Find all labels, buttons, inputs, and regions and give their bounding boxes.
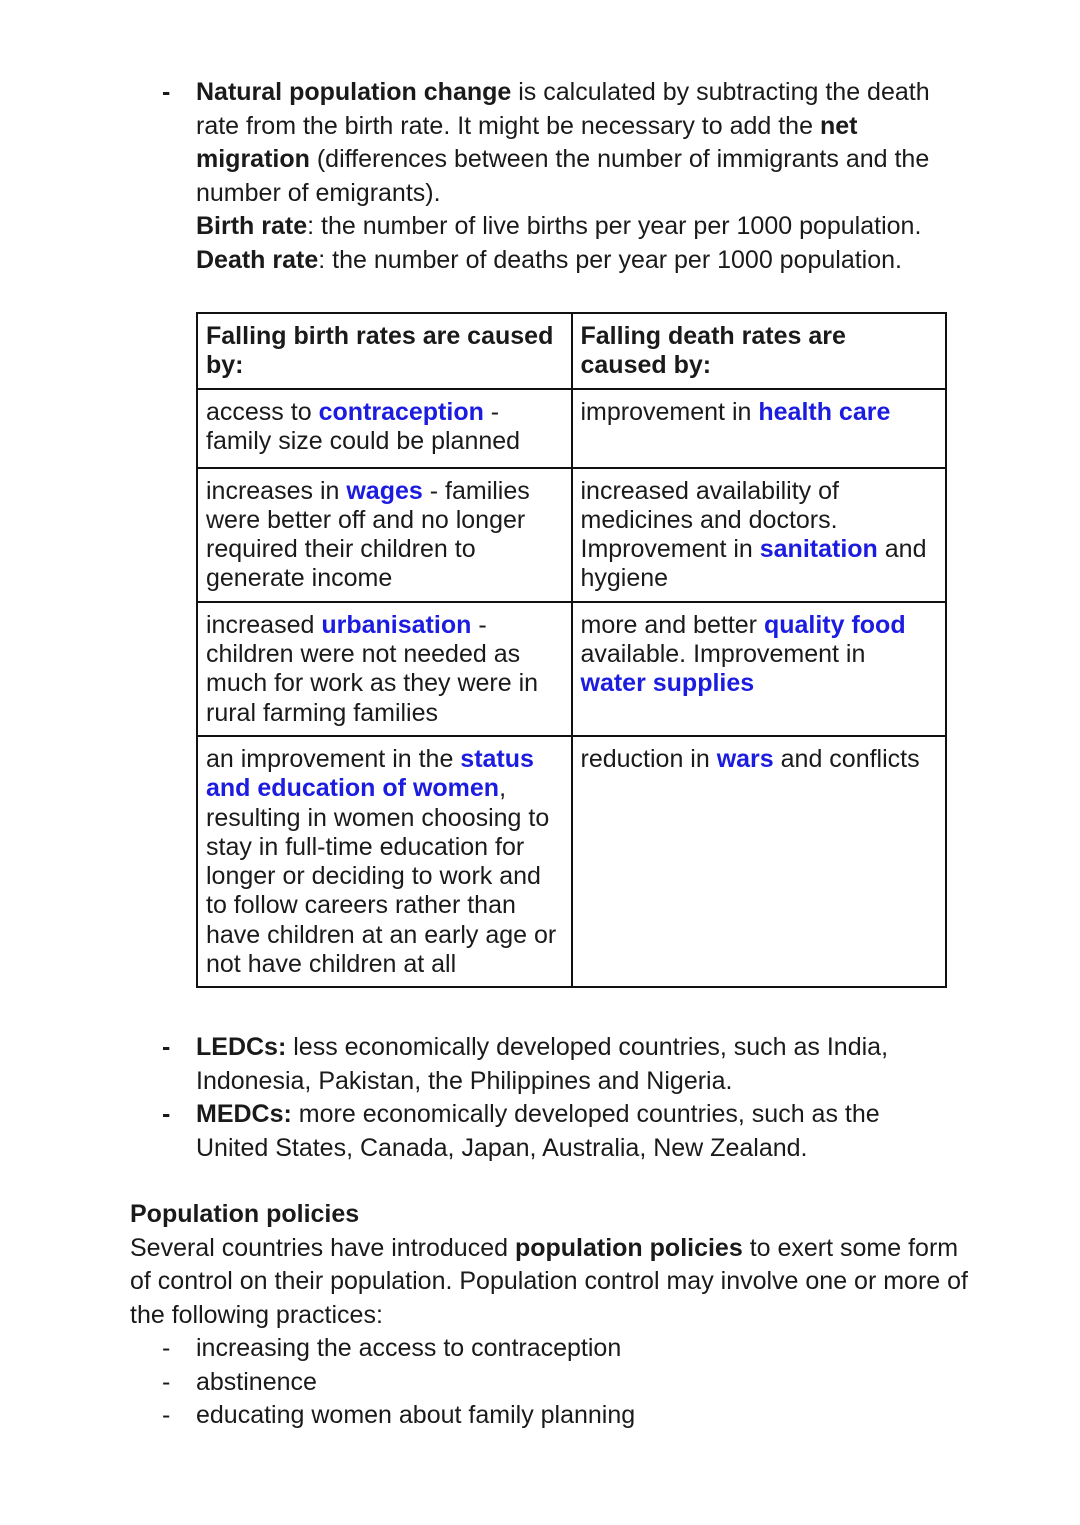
text-segment: an improvement in the — [206, 744, 461, 773]
text-segment: improvement in — [580, 397, 759, 426]
bold-term: Death rate — [196, 245, 319, 274]
text-segment: increased availability of medicines and doctors. Improvement in — [580, 476, 839, 564]
list-item — [162, 1366, 970, 1400]
table-cell — [197, 468, 572, 602]
list-item-text: abstinence — [196, 1367, 317, 1396]
text-segment: and hygiene — [580, 535, 927, 593]
highlighted-term: status and education of women — [206, 744, 534, 803]
bullet-natural-population-change — [162, 76, 956, 277]
bullet-dash: - — [162, 78, 171, 106]
countries-section — [162, 1031, 926, 1165]
text-segment: reduction in — [580, 744, 717, 773]
text-segment: more and better — [580, 610, 764, 639]
table-row — [197, 602, 946, 736]
highlighted-term: urbanisation — [321, 610, 472, 639]
highlighted-term: water supplies — [580, 669, 755, 698]
text-segment: Several countries have introduced — [130, 1233, 515, 1262]
text-segment: less economically developed countries, such as India, Indonesia, Pakistan, the Philippines and Nigeria. — [196, 1033, 889, 1095]
bullet-medcs — [162, 1098, 926, 1165]
text-segment: more economically developed countries, such as the United States, Canada, Japan, Australia, New Zealand. — [196, 1100, 880, 1162]
population-policies-section — [130, 1198, 970, 1433]
text-segment: - family size could be planned — [206, 397, 521, 455]
bullet-ledcs — [162, 1031, 926, 1098]
text-segment: - children were not needed as much for work as they were in rural farming families — [206, 610, 539, 727]
table-cell — [197, 736, 572, 987]
text-segment: is calculated by subtracting the death rate from the birth rate. It might be necessary to add the — [196, 78, 930, 140]
bold-term: population policies — [514, 1233, 743, 1262]
highlighted-term: wars — [716, 744, 774, 773]
bold-term: Birth rate — [196, 212, 308, 240]
text-segment: , resulting in women choosing to stay in full-time education for longer or deciding to work and to follow careers rather than have children at an early age or not have children at all — [206, 774, 557, 979]
bullet-dash: - — [162, 1100, 171, 1128]
table-header-row — [197, 313, 946, 389]
bold-term: Natural population change — [196, 78, 512, 106]
intro-section — [162, 76, 956, 277]
text-segment: : the number of live births per year per 1000 population. — [307, 212, 922, 240]
text-segment: increases in — [206, 476, 347, 505]
text-segment: increased — [206, 610, 322, 639]
table-cell — [197, 389, 572, 468]
bold-term: MEDCs: — [196, 1100, 292, 1128]
bullet-dash: - — [162, 1334, 171, 1362]
list-item-text: increasing the access to contraception — [196, 1334, 622, 1362]
bold-term: LEDCs: — [196, 1033, 287, 1061]
table-cell — [197, 602, 572, 736]
header-birth-rates: Falling birth rates are caused by: — [197, 313, 572, 389]
causes-table — [196, 312, 947, 988]
table-cell — [572, 602, 947, 736]
table-cell — [572, 468, 947, 602]
table-cell — [572, 389, 947, 468]
highlighted-term: wages — [346, 476, 423, 505]
natural-change-text — [196, 76, 956, 210]
medcs-text — [196, 1098, 926, 1165]
bullet-dash: - — [162, 1033, 171, 1061]
birth-rate-definition — [196, 210, 956, 244]
text-segment: and conflicts — [773, 744, 920, 773]
table-row — [197, 468, 946, 602]
bullet-dash: - — [162, 1401, 171, 1429]
list-item — [162, 1399, 970, 1433]
list-item-text: educating women about family planning — [196, 1401, 636, 1429]
highlighted-term: contraception — [318, 397, 484, 426]
text-segment: available. Improvement in — [580, 640, 866, 669]
policies-paragraph — [130, 1232, 970, 1333]
highlighted-term: health care — [758, 397, 891, 426]
text-segment: access to — [206, 397, 319, 426]
bold-term: net migration — [196, 111, 858, 173]
highlighted-term: sanitation — [759, 535, 878, 564]
text-segment: : the number of deaths per year per 1000 population. — [318, 245, 902, 274]
bullet-dash: - — [162, 1367, 171, 1396]
table-cell — [572, 736, 947, 987]
text-segment: - families were better off and no longer required their children to generate income — [206, 476, 530, 593]
highlighted-term: quality food — [763, 610, 906, 639]
list-item — [162, 1332, 970, 1366]
table-row — [197, 736, 946, 987]
section-heading: Population policies — [130, 1200, 360, 1228]
death-rate-definition — [196, 244, 956, 278]
text-segment: (differences between the number of immigrants and the number of emigrants). — [196, 145, 930, 207]
header-death-rates: Falling death rates are caused by: — [572, 313, 947, 389]
text-segment: to exert some form of control on their population. Population control may involve one or more of the following practices: — [130, 1233, 968, 1329]
ledcs-text — [196, 1031, 926, 1098]
table-row — [197, 389, 946, 468]
practices-list — [162, 1332, 970, 1433]
